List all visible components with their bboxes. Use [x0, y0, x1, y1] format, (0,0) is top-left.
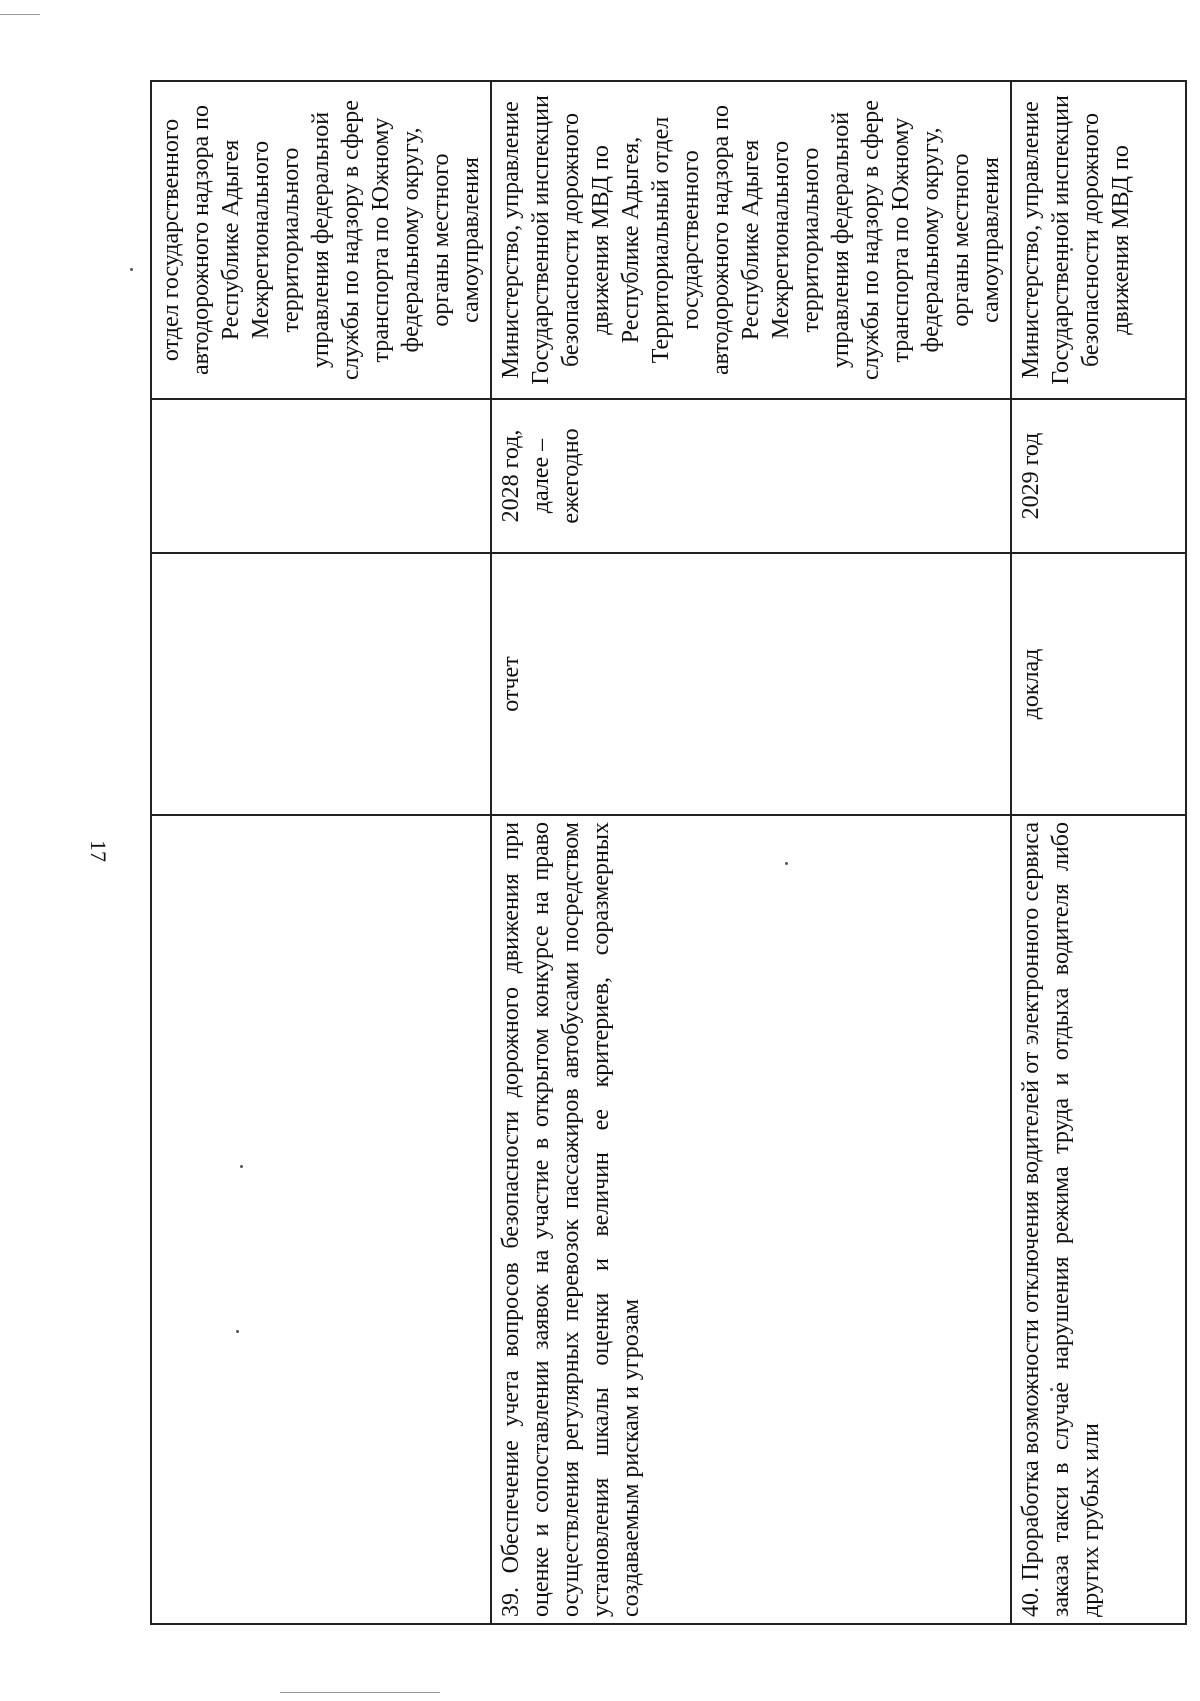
table-row — [491, 81, 1011, 1624]
scan-speck — [130, 268, 133, 271]
scan-artifact-bottom — [280, 1692, 440, 1693]
measure-name-cell: 39. Обеспечение учета вопросов безопасности дорожного движения при оценке и сопоставлении заявок на участие в открытом конкурсе на право осуществления регулярных перевозок пассажиров автобусами посредством установления шкалы оценки и величин ее критериев, соразмерных создаваемым рискам и угрозам — [491, 815, 1011, 1624]
report-form-cell: отчет — [491, 553, 1011, 815]
table-row — [151, 81, 491, 1624]
measure-name-cell — [151, 815, 491, 1624]
measures-table — [150, 80, 1187, 1625]
executors-cell: Министерство, управление Государственной инспекции безопасности дорожного движения МВД по — [1011, 81, 1186, 399]
executors-cell: Министерство, управление Государственной инспекции безопасности дорожного движения МВД по Республике Адыгея, Территориальный отдел государственного автодорожного надзора по Республике Адыгея Межрегионального территориального управления федеральной службы по надзору в сфере транспорта по Южному федеральному округу, органы местного самоуправления — [491, 81, 1011, 399]
rotated-table-container — [150, 80, 1134, 1625]
executors-cell: отдел государственного автодорожного надзора по Республике Адыгея Межрегионального территориального управления федеральной службы по надзору в сфере транспорта по Южному федеральному округу, органы местного самоуправления — [151, 81, 491, 399]
deadline-cell — [151, 399, 491, 553]
scan-artifact-top — [0, 14, 40, 15]
report-form-cell — [151, 553, 491, 815]
deadline-cell: 2029 год — [1011, 399, 1186, 553]
deadline-cell: 2028 год, далее – ежегодно — [491, 399, 1011, 553]
page-number: 17 — [86, 840, 111, 862]
table-row — [1011, 81, 1186, 1624]
report-form-cell: доклад — [1011, 553, 1186, 815]
measure-name-cell: 40. Проработка возможности отключения водителей от электронного сервиса заказа такси в случае нарушения режима труда и отдыха водителя либо других грубых или — [1011, 815, 1186, 1624]
